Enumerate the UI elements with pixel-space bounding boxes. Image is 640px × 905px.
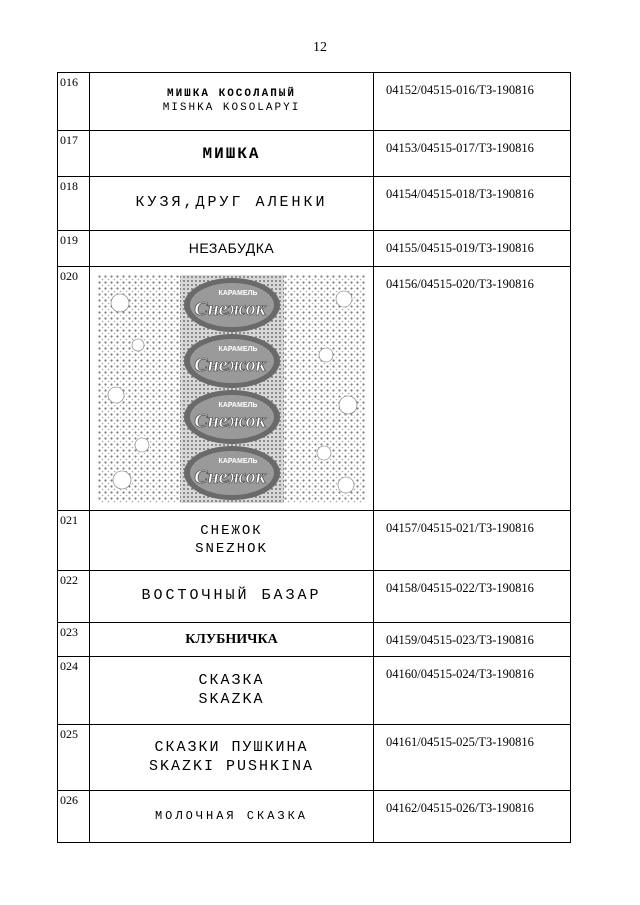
row-number: 024 xyxy=(58,657,90,725)
trademark-text: СКАЗКИ ПУШКИНА xyxy=(154,738,309,756)
registration-number: 04155/04515-019/ТЗ-190816 xyxy=(374,231,571,267)
registration-number: 04152/04515-016/ТЗ-190816 xyxy=(374,73,571,131)
row-number: 018 xyxy=(58,177,90,231)
trademark-cell xyxy=(90,73,374,131)
trademark-cell xyxy=(90,131,374,177)
row-number: 025 xyxy=(58,725,90,791)
row-number: 017 xyxy=(58,131,90,177)
registration-number: 04160/04515-024/ТЗ-190816 xyxy=(374,657,571,725)
wrapper-label-big: Снежок xyxy=(193,465,266,488)
wrapper-label-big: Снежок xyxy=(193,409,266,432)
table-row xyxy=(58,725,571,791)
trademark-cell xyxy=(90,267,374,511)
table-row xyxy=(58,571,571,623)
table-row xyxy=(58,131,571,177)
row-number: 016 xyxy=(58,73,90,131)
trademark-text: SKAZKA xyxy=(198,690,265,708)
registration-number: 04158/04515-022/ТЗ-190816 xyxy=(374,571,571,623)
table-row xyxy=(58,791,571,843)
table-row xyxy=(58,657,571,725)
registration-number: 04161/04515-025/ТЗ-190816 xyxy=(374,725,571,791)
trademark-text: КЛУБНИЧКА xyxy=(185,631,278,647)
trademark-text: КУЗЯ,ДРУГ АЛЕНКИ xyxy=(135,194,328,212)
table-row xyxy=(58,73,571,131)
registration-number: 04162/04515-026/ТЗ-190816 xyxy=(374,791,571,843)
table-row xyxy=(58,267,571,511)
registration-number: 04154/04515-018/ТЗ-190816 xyxy=(374,177,571,231)
trademark-text: НЕЗАБУДКА xyxy=(188,239,275,256)
trademark-cell xyxy=(90,725,374,791)
registration-number: 04157/04515-021/ТЗ-190816 xyxy=(374,511,571,571)
table-row xyxy=(58,511,571,571)
trademark-cell xyxy=(90,231,374,267)
wrapper-label-small: КАРАМЕЛЬ xyxy=(218,289,257,297)
table-row xyxy=(58,177,571,231)
row-number: 020 xyxy=(58,267,90,511)
trademark-table xyxy=(57,72,571,843)
row-number: 026 xyxy=(58,791,90,843)
registration-number: 04159/04515-023/ТЗ-190816 xyxy=(374,623,571,657)
trademark-text: SKAZKI PUSHKINA xyxy=(148,757,315,775)
trademark-cell xyxy=(90,177,374,231)
page-number: 12 xyxy=(313,40,327,55)
trademark-text: МИШКА КОСОЛАПЫЙ xyxy=(166,87,297,100)
row-number: 023 xyxy=(58,623,90,657)
trademark-cell xyxy=(90,571,374,623)
table-row xyxy=(58,231,571,267)
snezhok-wrapper-image xyxy=(98,275,366,503)
wrapper-label-small: КАРАМЕЛЬ xyxy=(218,401,257,409)
trademark-cell xyxy=(90,657,374,725)
trademark-text: MISHKA KOSOLAPYI xyxy=(162,101,301,114)
trademark-text: МИШКА xyxy=(202,144,261,163)
registration-number: 04153/04515-017/ТЗ-190816 xyxy=(374,131,571,177)
row-number: 022 xyxy=(58,571,90,623)
registration-number: 04156/04515-020/ТЗ-190816 xyxy=(374,267,571,511)
trademark-text: СКАЗКА xyxy=(198,671,265,689)
trademark-text: МОЛОЧНАЯ СКАЗКА xyxy=(154,809,309,823)
trademark-cell xyxy=(90,511,374,571)
row-number: 021 xyxy=(58,511,90,571)
trademark-text: SNEZHOK xyxy=(195,540,268,557)
wrapper-label-small: КАРАМЕЛЬ xyxy=(218,457,257,465)
table-row xyxy=(58,623,571,657)
trademark-cell xyxy=(90,623,374,657)
wrapper-label-big: Снежок xyxy=(193,297,266,320)
trademark-text: ВОСТОЧНЫЙ БАЗАР xyxy=(141,587,322,605)
trademark-text: СНЕЖОК xyxy=(200,523,263,539)
wrapper-label-big: Снежок xyxy=(193,353,266,376)
row-number: 019 xyxy=(58,231,90,267)
wrapper-label-small: КАРАМЕЛЬ xyxy=(218,345,257,353)
trademark-cell xyxy=(90,791,374,843)
